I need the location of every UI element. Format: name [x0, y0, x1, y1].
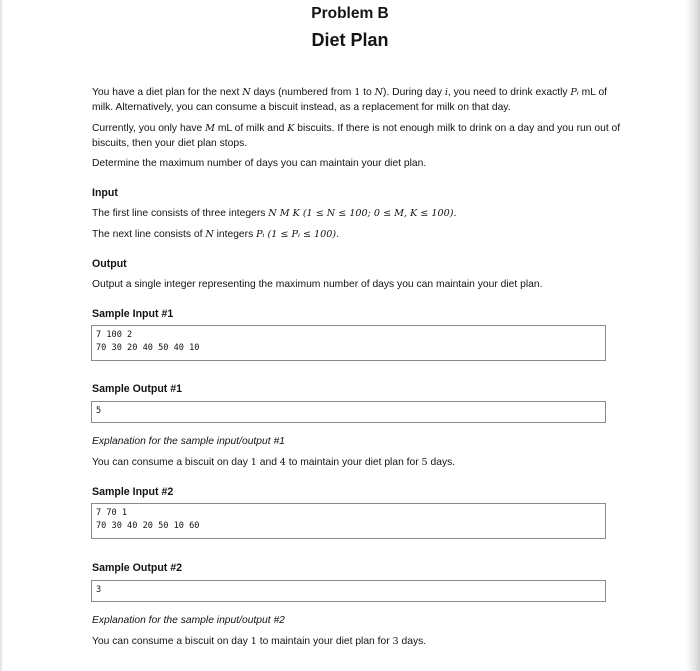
sample-input-1-label: Sample Input #1: [92, 308, 174, 320]
sample-input-2-line: 7 70 1: [96, 508, 128, 518]
sample-input-2-label: Sample Input #2: [92, 486, 174, 498]
problem-title: Diet Plan: [311, 30, 389, 50]
sample-input-1-box[interactable]: [91, 325, 606, 361]
statement-paragraph-3: Determine the maximum number of days you can maintain your diet plan.: [92, 158, 427, 169]
explanation-2-text: You can consume a biscuit on day 1 to maintain your diet plan for 3 days.: [92, 636, 427, 647]
statement-paragraph-2: Currently, you only have M mL of milk and K biscuits. If there is not enough milk to drink on a day and you run out of biscuits, then your diet plan stops.: [92, 123, 621, 149]
sample-output-1-box[interactable]: [91, 401, 606, 423]
problem-label: Problem B: [311, 5, 389, 22]
sample-output-1-label: Sample Output #1: [92, 383, 183, 395]
explanation-1-title: Explanation for the sample input/output #1: [92, 436, 285, 447]
sample-input-2-box[interactable]: [91, 503, 606, 539]
sample-input-1-line: 70 30 20 40 50 40 10: [96, 342, 200, 353]
output-heading: Output: [92, 258, 127, 270]
sample-output-2-value: 3: [96, 585, 102, 595]
input-line-2: The next line consists of N integers Pᵢ (1 ≤ Pᵢ ≤ 100).: [92, 229, 340, 240]
sample-input-1-line: 7 100 2: [96, 330, 133, 340]
input-heading: Input: [92, 187, 118, 199]
statement-paragraph-1: You have a diet plan for the next N days (numbered from 1 to N). During day i, you need to drink exactly Pᵢ mL of milk. Alternatively, you can consume a biscuit instead, as a replacement for milk on that day.: [92, 87, 608, 113]
sample-output-1-value: 5: [96, 406, 102, 416]
sample-output-2-label: Sample Output #2: [92, 562, 183, 574]
explanation-2-title: Explanation for the sample input/output #2: [92, 615, 285, 626]
input-line-1: The first line consists of three integers N M K (1 ≤ N ≤ 100; 0 ≤ M, K ≤ 100).: [92, 208, 457, 219]
output-description: Output a single integer representing the maximum number of days you can maintain your diet plan.: [92, 279, 543, 290]
sample-output-2-box[interactable]: [91, 580, 606, 602]
sample-input-2-line: 70 30 40 20 50 10 60: [96, 520, 200, 531]
explanation-1-text: You can consume a biscuit on day 1 and 4 to maintain your diet plan for 5 days.: [92, 457, 456, 468]
